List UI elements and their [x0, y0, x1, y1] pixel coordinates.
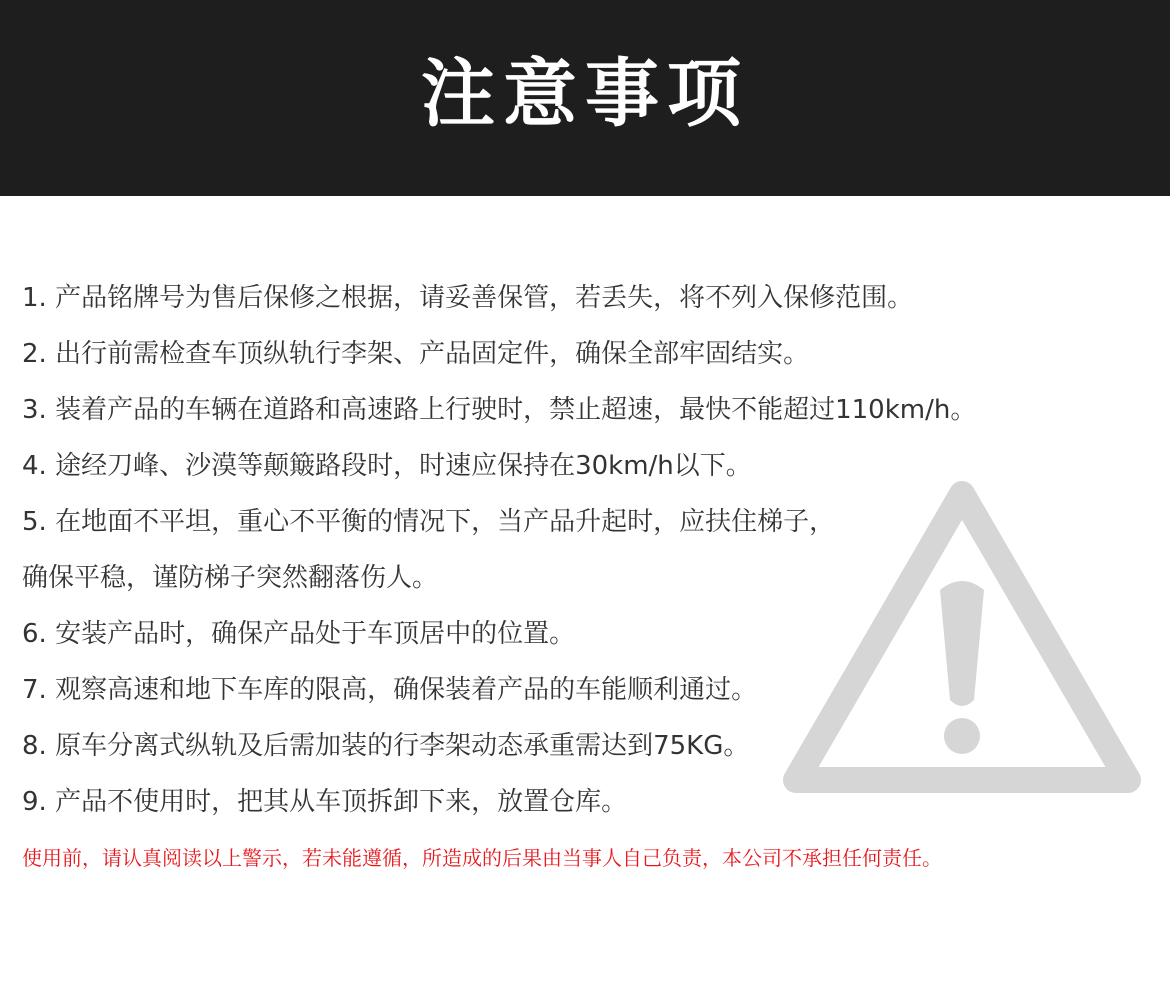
note-line: 9. 产品不使用时，把其从车顶拆卸下来，放置仓库。	[22, 787, 628, 817]
note-line: 6. 安装产品时，确保产品处于车顶居中的位置。	[22, 619, 576, 649]
note-line: 1. 产品铭牌号为售后保修之根据，请妥善保管，若丢失，将不列入保修范围。	[22, 283, 914, 313]
note-line: 8. 原车分离式纵轨及后需加装的行李架动态承重需达到75KG。	[22, 731, 750, 761]
notes-list	[22, 270, 976, 830]
note-line: 7. 观察高速和地下车库的限高，确保装着产品的车能顺利通过。	[22, 675, 758, 705]
note-line: 2. 出行前需检查车顶纵轨行李架、产品固定件，确保全部牢固结实。	[22, 339, 810, 369]
header-banner	[0, 0, 1170, 196]
note-line: 3. 装着产品的车辆在道路和高速路上行驶时，禁止超速，最快不能超过110km/h。	[22, 395, 977, 425]
note-line: 4. 途经刀峰、沙漠等颠簸路段时，时速应保持在30km/h以下。	[22, 451, 752, 481]
page-title: 注意事项	[421, 51, 749, 137]
note-line: 5. 在地面不平坦，重心不平衡的情况下，当产品升起时，应扶住梯子，	[22, 507, 836, 537]
disclaimer-text: 使用前，请认真阅读以上警示，若未能遵循，所造成的后果由当事人自己负责，本公司不承担任何责任。	[22, 846, 942, 870]
note-line: 确保平稳，谨防梯子突然翻落伤人。	[22, 563, 439, 593]
